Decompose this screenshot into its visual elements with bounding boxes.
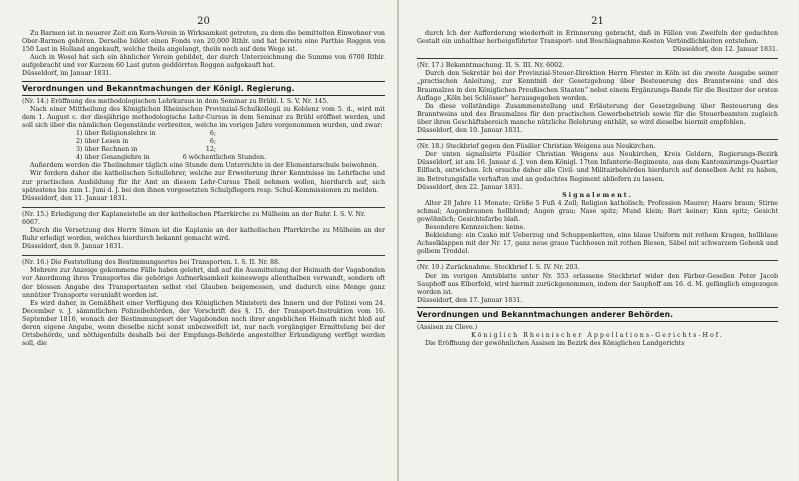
list-item: 4) über Gesanglehre in 6 wöchentlichen Stunden. [76,154,266,162]
notice-19-signature: Düsseldorf, den 17. Januar 1831. [417,296,523,304]
signalement-text: Alter 20 Jahre 11 Monate; Größe 5 Fuß 4 Zoll; Religion katholisch; Profession Maurer; Haare braun; Stirne schmal; Augenbraunen hellblond; Augen grau; Nase spitz; Mund klein; Bart keiner; Kinn spitz; Gesicht gewöhnlich; Gesichtsfarbe blaß. [417,199,778,223]
notice-15-signature: Düsseldorf, den 9. Januar 1831. [22,243,124,251]
left-page [0,0,399,481]
divider [417,321,778,322]
court-title: Königlich Rheinischer Appellations-Gerichts-Hof. [471,332,724,339]
list-item: 3) über Rechnen in 12; [76,146,216,154]
divider [22,81,385,82]
intro-signature: Düsseldorf, im Januar 1831. [22,70,112,78]
signalement-title: Signalement. [562,191,633,199]
notice-17-signature: Düsseldorf, den 10. Januar 1831. [417,127,523,135]
section-heading-2: Verordnungen und Bekanntmachungen anderer Behörden. [417,309,674,319]
notice-14-title: (Nr. 14.) Eröffnung des methodologischen Lehrkursus in dem Seminar zu Brühl. I. S. V. Nr. 145. [22,97,329,105]
notice-14-text-3: Wir fordern daher die katholischen Schullehrer, welche zur Erweiterung ihrer Kenntnisse im Lehrfache und zur practischen Ausbildung für ihr Amt an diesem Lehr-Cursus Theil nehmen wollen, hierdurch auf, sich spätestens bis zum 1. Juni d. J. bei den ihnen vorgesetzten Schulpflegern resp. Schul-Kommissionen zu melden. [22,170,385,194]
divider [22,95,385,96]
notice-17-text: Durch den Sekretär bei der Provinzial-Steuer-Direktion Herrn Förster in Köln ist die zweite Ausgabe seiner „practischen Anleitung, zur Kenntniß der Gesetzgebung über Besteuerung des Branntweins und des Braumalzes in den Königlichen Preußischen Staaten” nebst einem Ergänzungs-Bande für die Besitzer der ersten Auflage „Köln bei Schlösser” herausgegeben worden. [417,70,778,102]
special-marks: Besondere Kennzeichen: keine. [425,224,526,232]
notice-17-title: (Nr. 17.) Bekanntmachung. II. S. III. Nr. 6002. [417,58,778,70]
right-page [399,0,798,481]
subject-list [76,130,385,162]
section-heading: Verordnungen und Bekanntmachungen der Königl. Regierung. [22,83,295,93]
continuation-paragraph: durch Ich der Aufforderung wiederholt in Erinnerung gebracht, daß in Fällen von Zweifeln der gedachten Gestalt ein unhaltbar herbeigeführter Transport- und Beschlagnahme-Kosten Verbindlichkeiten entstehen. [417,30,778,46]
notice-14-signature: Düsseldorf, den 11. Januar 1831. [22,194,128,202]
list-item: 1) über Religionslehre in 6; [76,129,216,137]
notice-16-text: Mehrere zur Anzeige gekommene Fälle haben gelehrt, daß auf die Ausmittelung der Heimath der Vagabonden vor Anordnung ihres Transportes die gehörige Aufmerksamkeit keineswegs allenthalben verwandt, sondern oft der blossen Angabe des Transportanten selbst viel Glauben beigemessen, und dadurch eine Menge ganz unnützer Transporte veranlaßt worden ist. [22,267,385,299]
divider [417,307,778,308]
intro-paragraph-2: Auch in Wesel hat sich ein ähnlicher Verein gebildet, der durch Unterzeichnung die Summe von 6700 Rthlr. aufgebracht und vor Kurzem 60 Last guten geddörrten Roggen aufgekauft hat. [22,54,385,70]
clothing-text: Bekleidung: ein Czako mit Ueberzug und Schuppenketten, eine blaue Uniform mit rothem Kragen, hellblaue Achselklappen mit der Nr. 17, ganz neue graue Tuchhosen mit rothen Biesen, Säbel mit schwarzem Gehenk und gelbem Troddel. [417,232,778,256]
notice-18-signature: Düsseldorf, den 22. Januar 1831. [417,183,523,191]
page-number: 21 [591,16,604,27]
notice-14-text-2: Außerdem werden die Theilnehmer täglich eine Stunde dem Unterrichte in der Elementarschule beiwohnen. [30,162,379,170]
notice-15-text: Durch die Versetzung des Herrn Simon ist die Kaplanie an der katholischen Pfarrkirche zu Mülheim an der Ruhr erledigt worden, welches hierdurch bekannt gemacht wird. [22,226,385,243]
notice-18-text: Der unten signalisirte Füsilier Christian Weigens aus Neukirchen, Kreis Geldern, Regierungs-Bezirk Düsseldorf, ist am 16. Januar d. J. von dem Königl. 17ten Infanterie-Regimente, aus dem Kantonnirungs-Quartier Eilfisch, entwichen. Ich ersuche daher alle Civil- und Militairbehörden hierdurch auf denselben Acht zu haben, im Betretungsfalle verhaften und an gedachtes Regiment abliefern zu lassen. [417,151,778,183]
notice-15-title: (Nr. 15.) Erledigung der Kaplaneistelle an der katholischen Pfarrkirche zu Mülheim an der Ruhr. I. S. V. Nr. 6067. [22,207,385,227]
continuation-signature: Düsseldorf, den 12. Januar 1831. [672,46,778,54]
notice-16-text-2: Es wird daher, in Gemäßheit einer Verfügung des Königlichen Ministerii des Innern und der Polizei vom 24. December v. J. sämmtlichen Polizeibehörden, der Vorschrift des §. 15. der Transport-Instruktion vom 16. September 1816, wonach der Bestimmungsort der Vagabonden nach ihrer angeblichen Heimath nicht bloß auf deren eigene Angabe, wenn dieselbe nicht sonst unbezweifelt ist, nur nach vorgängiger Ermittelung bei der Ortsbehörde, und nöthigenfalls deshalb bei der Empfangs-Behörde angestellter Erkundigung verfügt werden soll, die [22,299,385,348]
intro-paragraph: Zu Barmen ist in neuerer Zeit ein Korn-Verein in Wirksamkeit getreten, zu dem die bemittelten Einwohner von Ober-Barmen gehören. Derselbe bildet einen Fonds von 20,000 Rthlr. und hat bereits eine Parthie Roggen von 150 Last in Holland angekauft, welche theils angelangt, theils noch auf dem Wege ist. [22,30,385,54]
notice-17-text-2: Da diese vollständige Zusammenstellung und Erläuterung der Gesetzgebung über Besteuerung des Branntweins und des Braumalzes für den practischen Gewerbebetrieb sowie für die Steuerbeamten zugleich über ihren Geschäftsbereich manche nützliche Belehrung enthält, so wird dieselbe hiermit empfohlen. [417,102,778,126]
page-number: 20 [197,16,210,27]
notice-19-text: Der im vorigen Amtsblatte unter Nr. 553 erlassene Steckbrief wider den Färber-Gesellen Peter Jacob Sauphoff aus Elberfeld, wird hiermit zurückgenommen, indem der Sauphoff am 16. d. M. gefänglich eingezogen worden ist. [417,272,778,296]
notice-14-text: Nach einer Mittheilung des Königlichen Rheinischen Provinzial-Schulkollegii zu Koblenz vom 5. d., wird mit dem 1. August c. der diesjährige methodologische Lehr-Cursus in dem Seminar zu Brühl eröffnet werden, und soll sich über die nämlichen Gegenstände verbreiten, welche im vorigen Jahre vorgenommen wurden, und zwar: [22,105,385,129]
notice-18-title: (Nr. 18.) Steckbrief gegen den Füsilier Christian Weigens aus Neukirchen. [417,139,778,151]
list-item: 2) über Lesen in 6; [76,138,216,146]
notice-20-title: (Assisen zu Cleve.) [417,323,478,331]
notice-20-text: Die Eröffnung der gewöhnlichen Assisen im Bezirk des Königlichen Landgerichts [425,340,685,348]
notice-16-title: (Nr. 16.) Die Feststellung des Bestimmungsortes bei Transporten. I. S. II. Nr. 88. [22,255,385,267]
notice-19-title: (Nr. 19.) Zurücknahme. Steckbrief I. S. IV. Nr. 203. [417,260,778,272]
